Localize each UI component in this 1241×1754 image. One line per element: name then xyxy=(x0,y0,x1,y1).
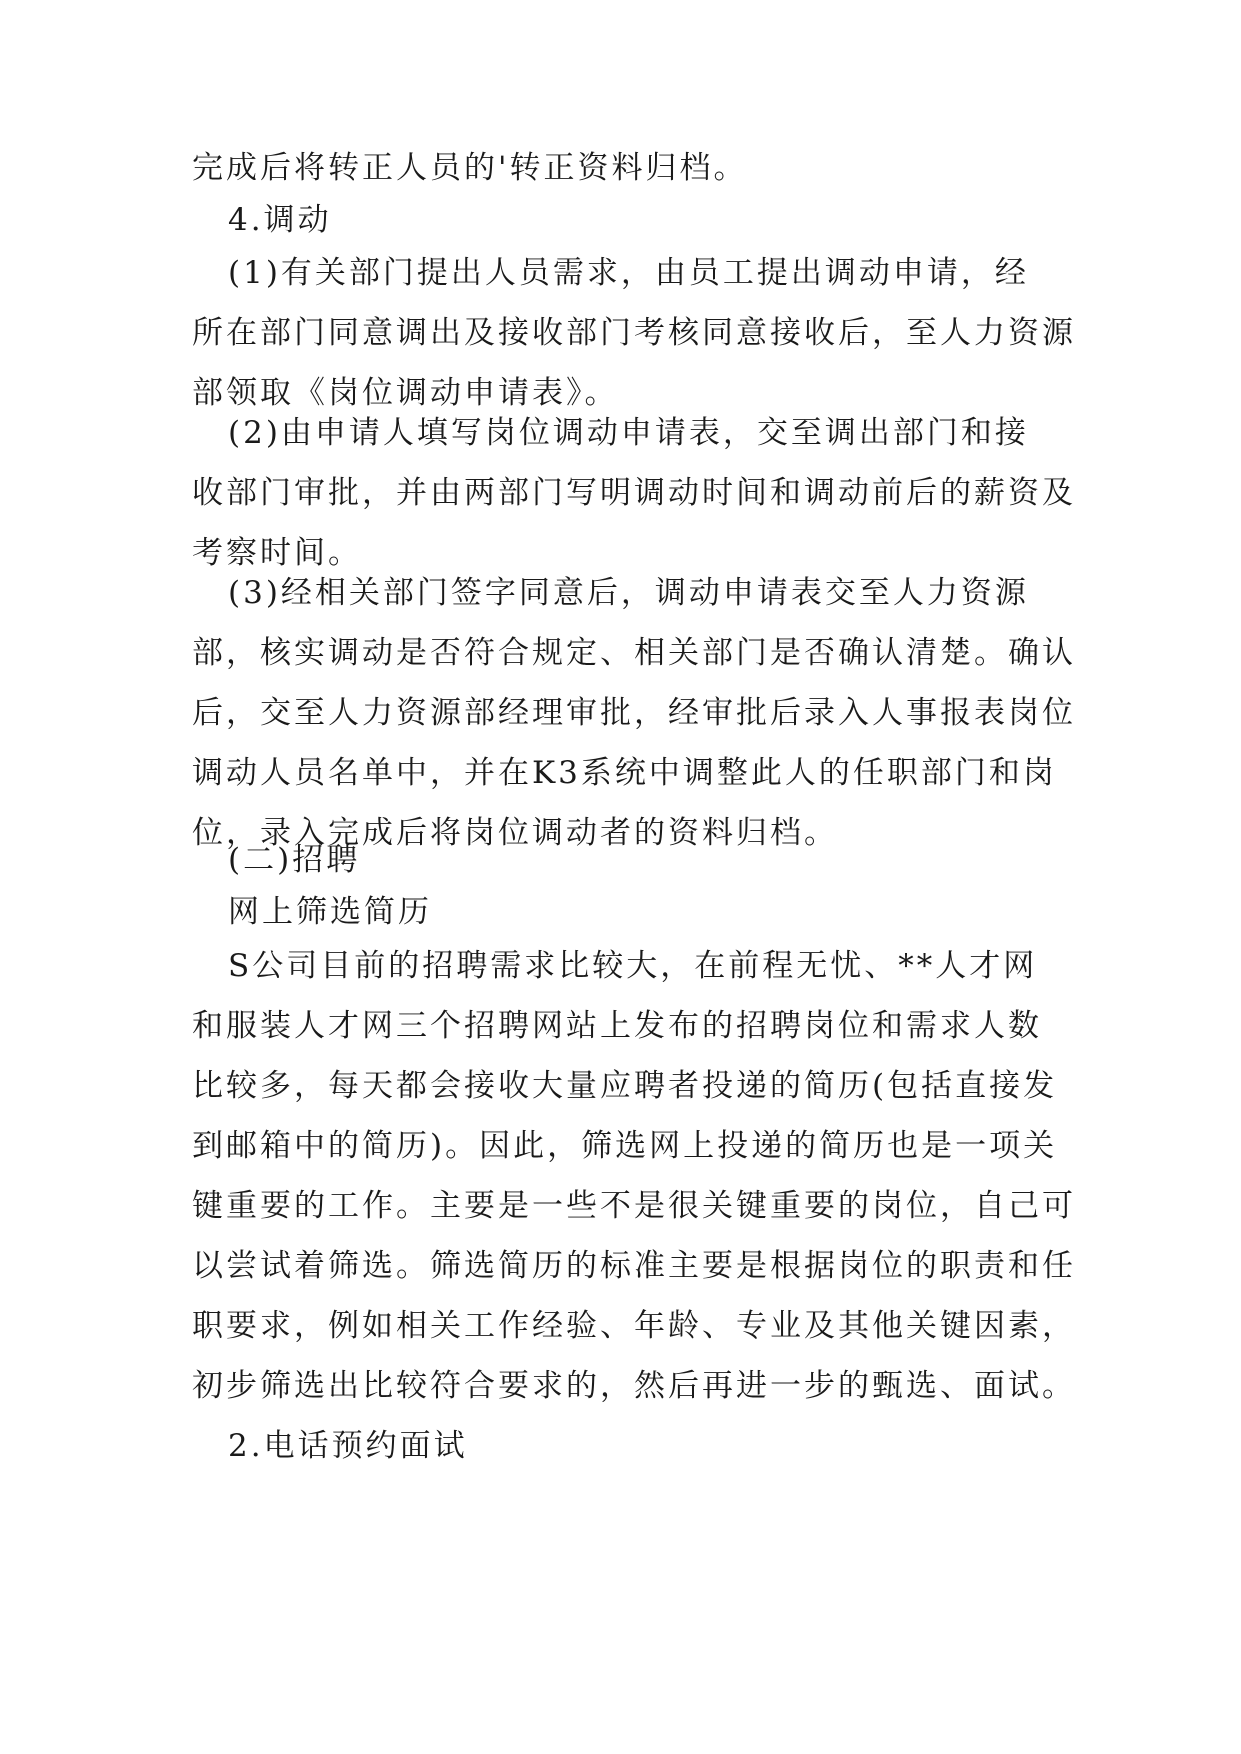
text-line: 收部门审批，并由两部门写明调动时间和调动前后的薪资及 xyxy=(192,475,1076,511)
text-line: 初步筛选出比较符合要求的，然后再进一步的甄选、面试。 xyxy=(192,1368,1076,1404)
heading-online-screening xyxy=(192,882,1052,942)
text-line: (1)有关部门提出人员需求，由员工提出调动申请，经 xyxy=(228,255,1029,291)
text-line: 4.调动 xyxy=(228,202,332,238)
text-line: 考察时间。 xyxy=(192,535,362,571)
text-line: 调动人员名单中，并在K3系统中调整此人的任职部门和岗 xyxy=(192,755,1057,791)
paragraph-transfer-step-3 xyxy=(192,563,1076,863)
heading-recruitment xyxy=(192,830,1052,890)
text-line: S公司目前的招聘需求比较大，在前程无忧、**人才网 xyxy=(228,948,1038,984)
heading-phone-interview xyxy=(192,1416,1052,1476)
paragraph-transfer-step-2 xyxy=(192,403,1076,583)
text-line: 部，核实调动是否符合规定、相关部门是否确认清楚。确认 xyxy=(192,635,1076,671)
text-line: 比较多，每天都会接收大量应聘者投递的简历(包括直接发 xyxy=(192,1068,1058,1104)
text-line: 到邮箱中的简历)。因此，筛选网上投递的简历也是一项关 xyxy=(192,1128,1058,1164)
paragraph-screening-details xyxy=(192,936,1076,1416)
text-line: (二)招聘 xyxy=(228,842,361,878)
paragraph-transfer-step-1 xyxy=(192,243,1076,423)
text-line: 网上筛选简历 xyxy=(228,894,432,930)
text-line: (2)由申请人填写岗位调动申请表，交至调出部门和接 xyxy=(228,415,1029,451)
text-line: 所在部门同意调出及接收部门考核同意接收后，至人力资源 xyxy=(192,315,1076,351)
text-line: 部领取《岗位调动申请表》。 xyxy=(192,375,619,411)
text-line: (3)经相关部门签字同意后，调动申请表交至人力资源 xyxy=(228,575,1029,611)
paragraph-archive-end xyxy=(192,138,1052,198)
text-line: 以尝试着筛选。筛选简历的标准主要是根据岗位的职责和任 xyxy=(192,1248,1076,1284)
text-line: 职要求，例如相关工作经验、年龄、专业及其他关键因素， xyxy=(192,1308,1076,1344)
heading-transfer xyxy=(192,190,1052,250)
text-line: 完成后将转正人员的'转正资料归档。 xyxy=(192,150,748,186)
text-line: 键重要的工作。主要是一些不是很关键重要的岗位，自己可 xyxy=(192,1188,1076,1224)
text-line: 和服装人才网三个招聘网站上发布的招聘岗位和需求人数 xyxy=(192,1008,1042,1044)
text-line: 2.电话预约面试 xyxy=(228,1428,468,1464)
text-line: 后，交至人力资源部经理审批，经审批后录入人事报表岗位 xyxy=(192,695,1076,731)
text-line: 位，录入完成后将岗位调动者的资料归档。 xyxy=(192,815,838,851)
